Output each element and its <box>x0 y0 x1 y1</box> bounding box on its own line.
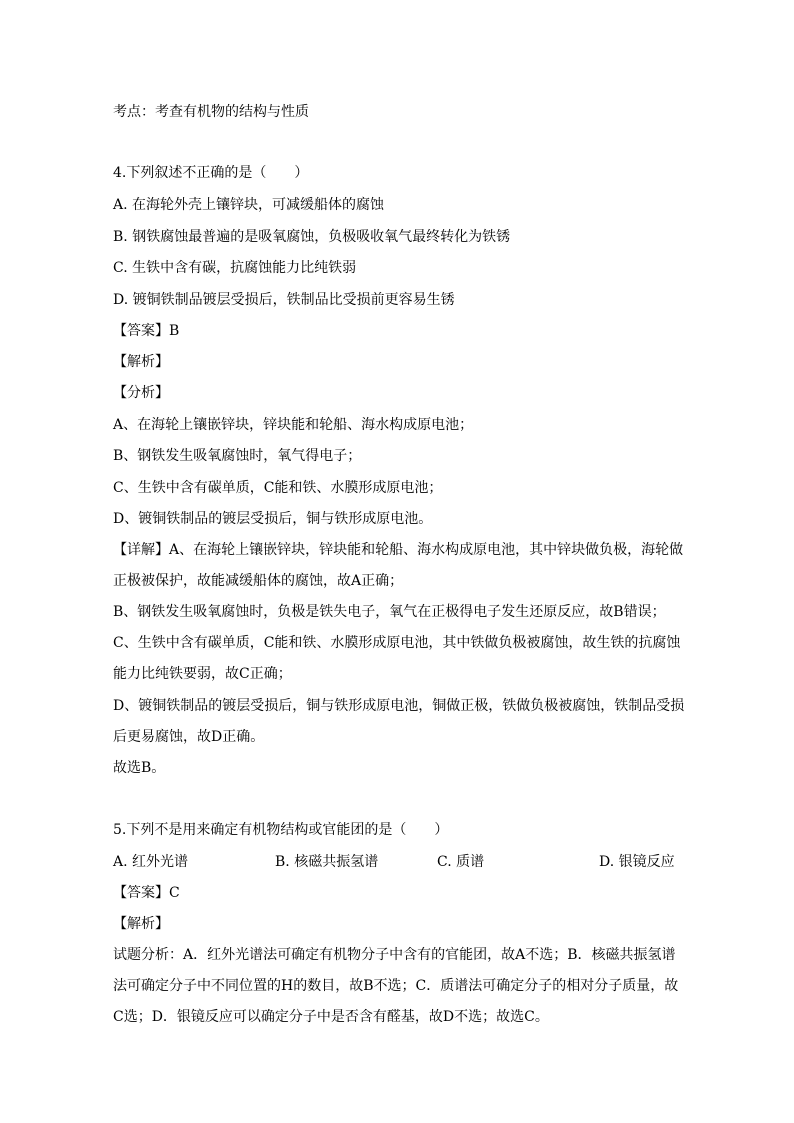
question-4-detail-line-1: 【详解】A、在海轮上镶嵌锌块，锌块能和轮船、海水构成原电池，其中锌块做负极，海轮做 <box>113 542 684 558</box>
question-4-option-b: B. 钢铁腐蚀最普遍的是吸氧腐蚀，负极吸收氧气最终转化为铁锈 <box>113 229 511 245</box>
question-4-detail-line-5: 能力比纯铁要弱，故C正确； <box>113 666 292 682</box>
question-4-jiexi-heading: 【解析】 <box>113 354 169 370</box>
question-4-fenxi-heading: 【分析】 <box>113 385 169 401</box>
question-4-detail-line-7: 后更易腐蚀，故D正确。 <box>113 729 265 745</box>
question-4-detail-line-2: 正极被保护，故能减缓船体的腐蚀，故A正确； <box>113 573 404 589</box>
question-5-analysis-line-2: 法可确定分子中不同位置的H的数目，故B不选；C．质谱法可确定分子的相对分子质量，故 <box>113 978 679 994</box>
question-5-option-d: D. 银镜反应 <box>599 854 675 870</box>
question-4-option-d: D. 镀铜铁制品镀层受损后，铁制品比受损前更容易生锈 <box>113 292 455 308</box>
question-4-option-a: A. 在海轮外壳上镶锌块，可减缓船体的腐蚀 <box>113 197 385 213</box>
question-4-detail-line-4: C、生铁中含有碳单质，C能和铁、水膜形成原电池，其中铁做负极被腐蚀，故生铁的抗腐蚀 <box>113 635 681 651</box>
question-4-answer: 【答案】B <box>113 323 180 339</box>
question-4-detail-line-6: D、镀铜铁制品的镀层受损后，铜与铁形成原电池，铜做正极，铁做负极被腐蚀，铁制品受损 <box>113 698 685 714</box>
question-4-conclusion: 故选B。 <box>113 760 166 776</box>
question-4-analysis-d: D、镀铜铁制品的镀层受损后，铜与铁形成原电池。 <box>113 511 433 527</box>
question-5-jiexi-heading: 【解析】 <box>113 916 169 932</box>
topic-line: 考点：考查有机物的结构与性质 <box>113 104 309 120</box>
question-5-option-b: B. 核磁共振氢谱 <box>275 854 379 870</box>
question-4-option-c: C. 生铁中含有碳，抗腐蚀能力比纯铁弱 <box>113 260 357 276</box>
question-4-analysis-c: C、生铁中含有碳单质，C能和铁、水膜形成原电池； <box>113 480 443 496</box>
question-5-option-a: A. 红外光谱 <box>113 854 189 870</box>
question-4-detail-line-3: B、钢铁发生吸氧腐蚀时，负极是铁失电子，氧气在正极得电子发生还原反应，故B错误； <box>113 604 666 620</box>
question-5-analysis-line-1: 试题分析：A．红外光谱法可确定有机物分子中含有的官能团，故A不选；B．核磁共振氢谱 <box>113 947 676 963</box>
question-4-stem: 4.下列叙述不正确的是（ ） <box>113 165 309 181</box>
question-5-stem: 5.下列不是用来确定有机物结构或官能团的是（ ） <box>113 822 449 838</box>
question-4-analysis-b: B、钢铁发生吸氧腐蚀时，氧气得电子； <box>113 448 362 464</box>
question-4-analysis-a: A、在海轮上镶嵌锌块，锌块能和轮船、海水构成原电池； <box>113 417 474 433</box>
question-5-option-c: C. 质谱 <box>437 854 485 870</box>
question-5-answer: 【答案】C <box>113 885 180 901</box>
question-5-analysis-line-3: C选；D．银镜反应可以确定分子中是否含有醛基，故D不选；故选C。 <box>113 1009 549 1025</box>
